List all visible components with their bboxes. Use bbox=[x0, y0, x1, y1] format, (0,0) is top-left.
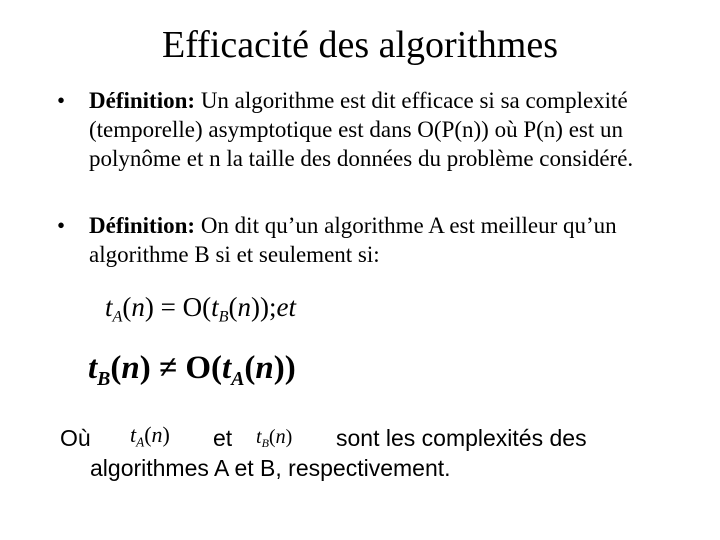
footer-ta-formula: $t_A(n)$ bbox=[130, 422, 170, 450]
eq-t: t bbox=[222, 350, 232, 386]
eq-et: et bbox=[276, 292, 297, 322]
eq-operator: ≠ O( bbox=[150, 350, 223, 386]
bullet-text: On dit qu’un algorithme A est meilleur qu’un algorithme B si et seulement si: bbox=[89, 213, 617, 267]
eq-sub: A bbox=[112, 307, 123, 326]
definition-bullet-2 bbox=[57, 211, 699, 269]
equation-not-big-o bbox=[88, 350, 296, 390]
bullet-text: Un algorithme est dit efficace si sa complexité (temporelle) asymptotique est dans O(P(n)) où P(n) est un polynôme et n la taille des données du problème considéré. bbox=[89, 88, 634, 171]
footer-ou-word: Où bbox=[60, 425, 91, 451]
eq-t: t bbox=[105, 292, 113, 322]
bullet-marker: • bbox=[57, 88, 66, 113]
footer-tb-formula: $t_B(n)$ bbox=[256, 426, 293, 451]
eq-arg: (n) bbox=[228, 292, 261, 322]
eq-close: ); bbox=[260, 292, 277, 322]
eq-t: t bbox=[88, 350, 98, 386]
eq-t: t bbox=[211, 292, 219, 322]
equation-big-o bbox=[105, 292, 297, 326]
bullet-body bbox=[89, 211, 699, 269]
eq-arg: (n) bbox=[110, 350, 151, 386]
eq-arg: (n) bbox=[244, 350, 285, 386]
eq-sub: B bbox=[97, 367, 111, 390]
eq-arg: (n) bbox=[122, 292, 154, 322]
eq-operator: = O( bbox=[153, 292, 212, 322]
bullet-label: Définition: bbox=[89, 88, 196, 113]
eq-sub: A bbox=[231, 367, 245, 390]
eq-close: ) bbox=[284, 350, 296, 386]
bullet-label: Définition: bbox=[89, 213, 196, 238]
footer-text-line-2: algorithmes A et B, respectivement. bbox=[90, 455, 451, 481]
page-title: Efficacité des algorithmes bbox=[161, 24, 559, 66]
bullet-marker: • bbox=[57, 213, 66, 238]
footer-et-word: et bbox=[213, 425, 233, 451]
footer-text-line-1: sont les complexités des bbox=[336, 425, 587, 451]
bullet-body bbox=[89, 86, 699, 173]
eq-sub: B bbox=[218, 307, 229, 326]
definition-bullet-1 bbox=[57, 86, 699, 173]
